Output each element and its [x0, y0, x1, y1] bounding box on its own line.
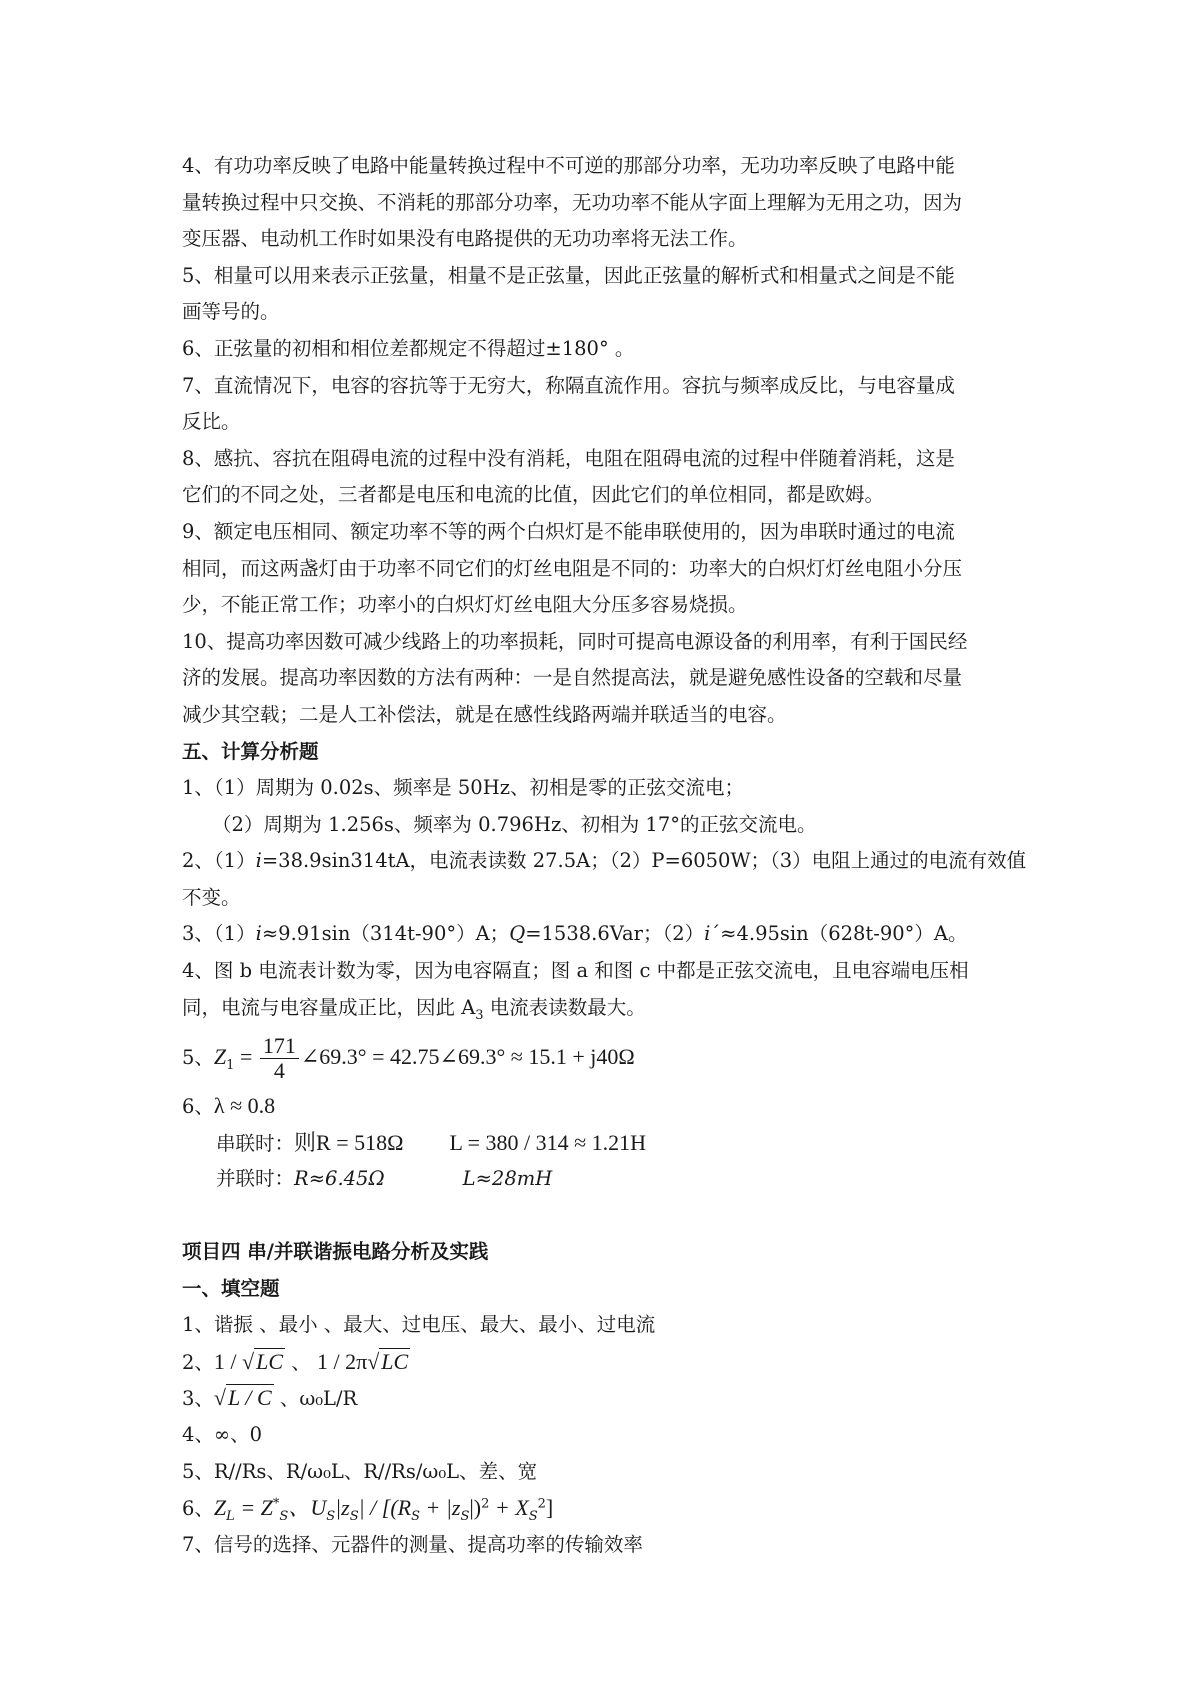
text-line: 它们的不同之处，三者都是电压和电流的比值，因此它们的单位相同，都是欧姆。	[182, 483, 885, 507]
text-line: 7、直流情况下，电容的容抗等于无穷大，称隔直流作用。容抗与频率成反比，与电容量成	[182, 373, 955, 397]
text-line: 10、提高功率因数可减少线路上的功率损耗，同时可提高电源设备的利用率，有利于国民经	[182, 629, 968, 653]
text-line: 5、相量可以用来表示正弦量，相量不是正弦量，因此正弦量的解析式和相量式之间是不能	[182, 263, 955, 287]
fill-answer-7: 7、信号的选择、元器件的测量、提高功率的传输效率	[182, 1532, 643, 1556]
project-title: 项目四 串/并联谐振电路分析及实践	[182, 1240, 489, 1264]
fraction: $\frac{171}{4}$	[260, 1034, 299, 1083]
fill-answer-3: 3、√L / C 、ω₀L/R	[182, 1385, 358, 1411]
text-line: 9、额定电压相同、额定功率不等的两个白炽灯是不能串联使用的，因为串联时通过的电流	[182, 519, 955, 543]
answer-8	[182, 441, 1022, 514]
text-line: 减少其空载；二是人工补偿法，就是在感性线路两端并联适当的电容。	[182, 702, 787, 726]
document-page	[182, 148, 1027, 1563]
fill-answer-1: 1、谐振 、最小 、最大、过电压、最大、最小、过电流	[182, 1313, 656, 1337]
text-line: 相同，而这两盏灯由于功率不同它们的灯丝电阻是不同的：功率大的白炽灯灯丝电阻小分压	[182, 556, 963, 580]
series-result: 串联时：则R = 518Ω L = 380 / 314 ≈ 1.21H	[216, 1129, 647, 1155]
answer-6	[182, 331, 1022, 368]
fill-answer-6: 6、$Z_L = Z^*_S$、$U_S|z_S| / [(R_S + |z_S|)^2 + X_S^2]$	[182, 1495, 554, 1525]
section-heading: 五、计算分析题	[182, 739, 319, 763]
text-line: 6、正弦量的初相和相位差都规定不得超过±180° 。	[182, 336, 635, 360]
calc-answer-6: 6、λ ≈ 0.8	[182, 1093, 276, 1119]
text-line: 反比。	[182, 410, 241, 434]
calc-answer-5: 5、$Z_1$ = $\frac{171}{4}$ ∠69.3° = 42.75∠69.3° ≈ 15.1 + j40Ω	[182, 1033, 635, 1084]
parallel-result: 并联时：R≈6.45Ω L≈28mH	[216, 1167, 553, 1191]
text-line: 变压器、电动机工作时如果没有电路提供的无功功率将无法工作。	[182, 227, 748, 251]
calc-answer-1: 1、（1）周期为 0.02s、频率是 50Hz、初相是零的正弦交流电；	[182, 776, 744, 800]
section-heading: 一、填空题	[182, 1276, 280, 1300]
calc-answer-3: 3、（1）i≈9.91sin（314t-90°）A；Q=1538.6Var；（2）i´≈4.95sin（628t-90°）A。	[182, 922, 968, 946]
calc-answer-4: 4、图 b 电流表计数为零，因为电容隔直；图 a 和图 c 中都是正弦交流电，且电容端电压相	[182, 959, 969, 983]
text-line: 量转换过程中只交换、不消耗的那部分功率，无功功率不能从字面上理解为无用之功，因为	[182, 190, 963, 214]
text-line: 8、感抗、容抗在阻碍电流的过程中没有消耗，电阻在阻碍电流的过程中伴随着消耗，这是	[182, 446, 955, 470]
text-line: 4、有功功率反映了电路中能量转换过程中不可逆的那部分功率，无功功率反映了电路中能	[182, 154, 955, 177]
answer-9	[182, 514, 1022, 624]
fill-answer-2: 2、1 / √LC 、 1 / 2π√LC	[182, 1348, 409, 1374]
calc-answer-2: 2、（1）i=38.9sin314tA，电流表读数 27.5A；（2）P=6050W；（3）电阻上通过的电流有效值	[182, 849, 1027, 873]
answer-5	[182, 258, 1022, 331]
text-line: 画等号的。	[182, 300, 280, 324]
spacer	[182, 1198, 1022, 1234]
text-line: 同，电流与电容量成正比，因此 $A_3$ 电流表读数最大。	[182, 995, 646, 1023]
fill-answer-4: 4、∞、0	[182, 1423, 263, 1446]
fill-answer-5: 5、R//Rs、R/ω₀L、R//Rs/ω₀L、差、宽	[182, 1459, 538, 1483]
text-line: 济的发展。提高功率因数的方法有两种：一是自然提高法，就是避免感性设备的空载和尽量	[182, 666, 963, 690]
answer-10	[182, 624, 1022, 734]
answer-4	[182, 148, 1022, 258]
calc-answer-1-2: （2）周期为 1.256s、频率为 0.796Hz、初相为 17°的正弦交流电。	[212, 812, 817, 836]
answer-7	[182, 368, 1022, 441]
text-line: 少，不能正常工作；功率小的白炽灯灯丝电阻大分压多容易烧损。	[182, 593, 748, 617]
text-line: 不变。	[182, 885, 241, 909]
